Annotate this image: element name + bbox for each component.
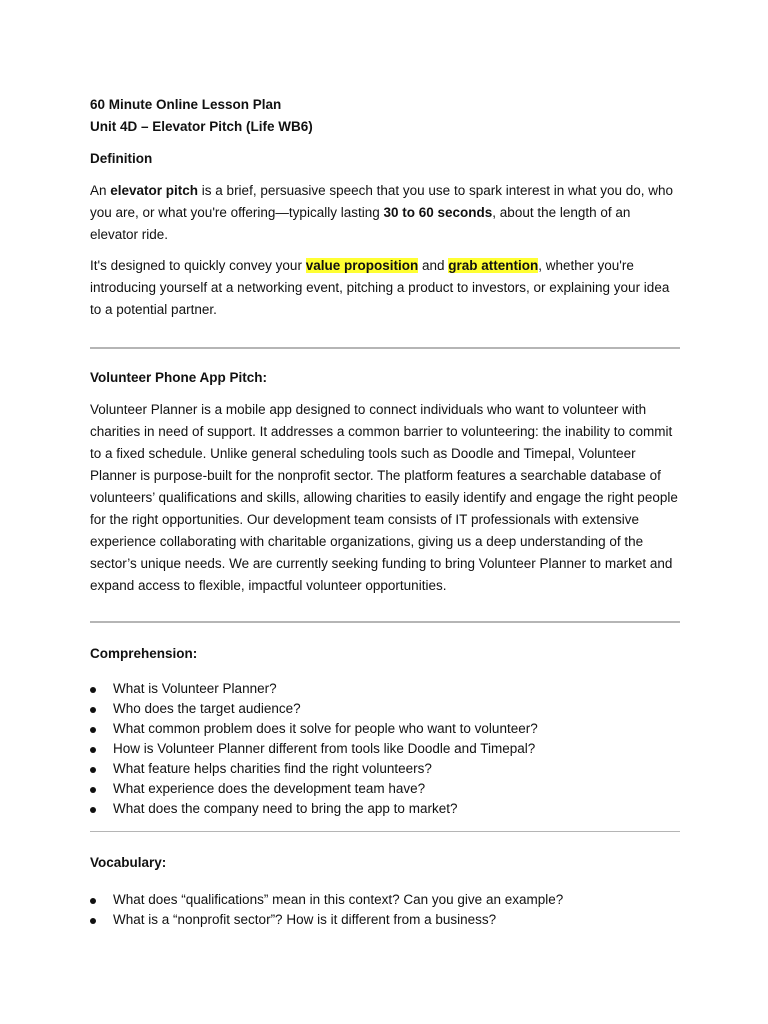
- section-divider: [90, 831, 680, 832]
- highlight-grab-attention: grab attention: [448, 258, 539, 273]
- term-duration: 30 to 60 seconds: [383, 205, 493, 220]
- bullet-icon: [90, 787, 96, 793]
- document-title: 60 Minute Online Lesson Plan: [90, 97, 282, 112]
- definition-paragraph-2: [90, 255, 680, 321]
- text-run: An: [90, 183, 111, 198]
- bullet-icon: [90, 918, 96, 924]
- question-text: What common problem does it solve for people who want to volunteer?: [113, 721, 538, 736]
- question-text: What does “qualifications” mean in this context? Can you give an example?: [113, 892, 564, 907]
- highlight-value-proposition: value proposition: [305, 258, 419, 273]
- bullet-icon: [90, 707, 96, 713]
- bullet-icon: [90, 747, 96, 753]
- list-item: [90, 759, 680, 779]
- list-item: [90, 910, 680, 930]
- list-item: [90, 799, 680, 819]
- text-run: , whether you're introducing yourself at a networking event, pitching a product to investors, or explaining your idea to a potential partner.: [90, 258, 670, 317]
- text-run: , about the length of an elevator ride.: [90, 205, 631, 242]
- pitch-heading: Volunteer Phone App Pitch:: [90, 370, 268, 385]
- question-text: What is Volunteer Planner?: [113, 681, 277, 696]
- bullet-icon: [90, 898, 96, 904]
- term-elevator-pitch: elevator pitch: [110, 183, 199, 198]
- list-item: [90, 679, 680, 699]
- list-item: [90, 739, 680, 759]
- comprehension-heading: Comprehension:: [90, 646, 198, 661]
- section-divider: [90, 621, 680, 623]
- document-header: [90, 94, 680, 138]
- list-item: [90, 719, 680, 739]
- list-item: [90, 699, 680, 719]
- document-page: [90, 94, 680, 930]
- question-text: How is Volunteer Planner different from tools like Doodle and Timepal?: [113, 741, 536, 756]
- section-divider: [90, 347, 680, 349]
- list-item: [90, 890, 680, 910]
- vocabulary-heading: Vocabulary:: [90, 855, 167, 870]
- bullet-icon: [90, 807, 96, 813]
- definition-paragraph-1: [90, 180, 680, 246]
- bullet-icon: [90, 767, 96, 773]
- question-text: What is a “nonprofit sector”? How is it different from a business?: [113, 912, 497, 927]
- text-run: and: [418, 258, 449, 273]
- bullet-icon: [90, 687, 96, 693]
- bullet-icon: [90, 727, 96, 733]
- comprehension-list: [90, 679, 680, 819]
- text-run: is a brief, persuasive speech that you use to spark interest in what you do, who you are, or what you're offering—typically lasting: [90, 183, 674, 220]
- vocabulary-list: [90, 890, 680, 930]
- list-item: [90, 779, 680, 799]
- question-text: Who does the target audience?: [113, 701, 301, 716]
- question-text: What does the company need to bring the app to market?: [113, 801, 458, 816]
- definition-heading: Definition: [90, 151, 153, 166]
- question-text: What experience does the development team have?: [113, 781, 426, 796]
- text-run: It's designed to quickly convey your: [90, 258, 306, 273]
- unit-subtitle: Unit 4D – Elevator Pitch (Life WB6): [90, 119, 313, 134]
- pitch-body: Volunteer Planner is a mobile app designed to connect individuals who want to volunteer with charities in need of support. It addresses a common barrier to volunteering: the inability to commit to a fixed schedule. Unlike general scheduling tools such as Doodle and Timepal, Volunteer Planner is purpose-built for the nonprofit sector. The platform features a searchable database of volunteers’ qualifications and skills, allowing charities to easily identify and engage the right people for the right opportunities. Our development team consists of IT professionals with extensive experience collaborating with charitable organizations, giving us a deep understanding of the sector’s unique needs. We are currently seeking funding to bring Volunteer Planner to market and expand access to flexible, impactful volunteer opportunities.: [90, 402, 678, 593]
- question-text: What feature helps charities find the right volunteers?: [113, 761, 432, 776]
